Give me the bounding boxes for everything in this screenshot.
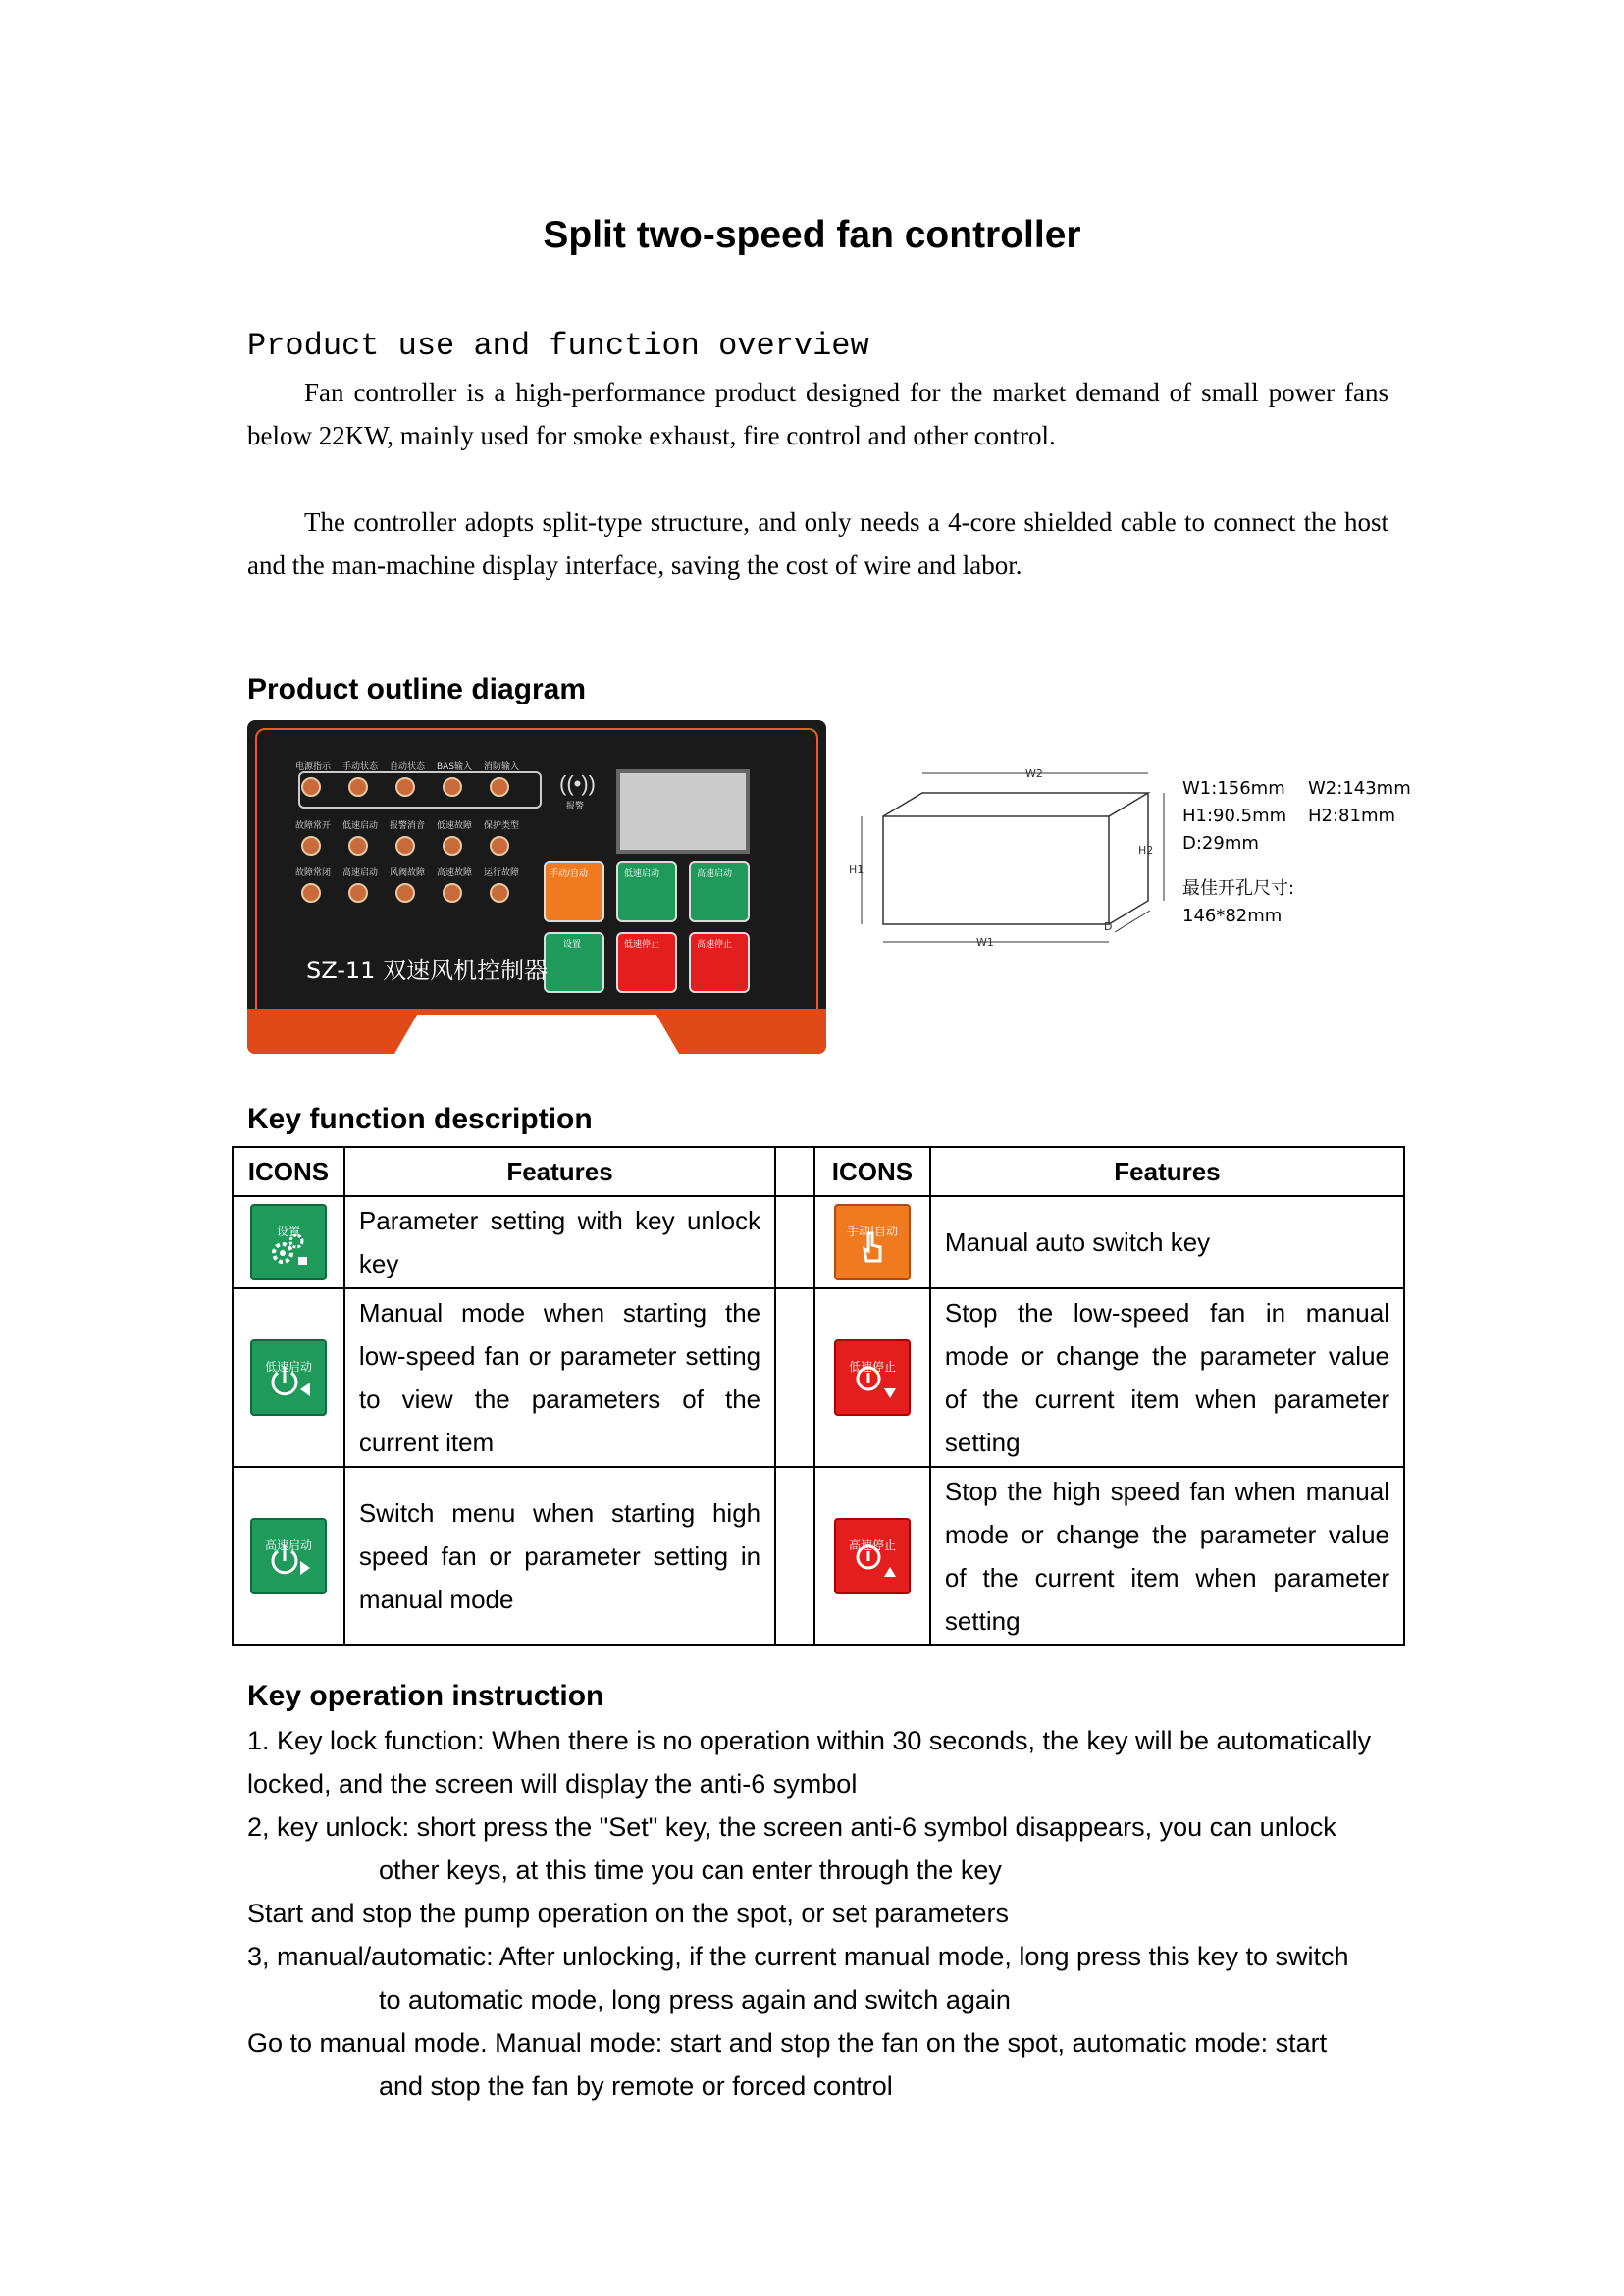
power-right-icon: 高速启动 [250, 1518, 327, 1594]
panel-led [348, 836, 368, 856]
panel-led-label: 高速故障 [437, 868, 473, 878]
col-features-right: Features [930, 1147, 1404, 1196]
hole-size-label: 最佳开孔尺寸: [1182, 878, 1295, 899]
col-icons-left: ICONS [233, 1147, 344, 1196]
panel-led-label: 手动状态 [342, 762, 379, 772]
feature-manual-auto-key: Manual auto switch key [930, 1196, 1404, 1288]
dim-w2: W2:143mm [1308, 778, 1411, 799]
instruction-3a: 3, manual/automatic: After unlocking, if the current manual mode, long press this key to switch [247, 1942, 1349, 1971]
alarm-label: 报警 [566, 802, 585, 811]
stop-down-icon: 低速停止 [834, 1339, 911, 1416]
panel-led [301, 836, 321, 856]
controller-panel-image [247, 720, 826, 1054]
key-operation-heading: Key operation instruction [247, 1680, 604, 1712]
page-title: Split two-speed fan controller [543, 214, 1081, 256]
instruction-list [247, 1719, 1390, 2108]
table-row [233, 1288, 1404, 1467]
panel-led-label: 报警消音 [390, 821, 426, 831]
key-function-heading: Key function description [247, 1103, 593, 1135]
feature-set-key: Parameter setting with key unlock key [344, 1196, 775, 1288]
panel-led-label: 故障常开 [295, 821, 332, 831]
dim-h2: H2:81mm [1308, 806, 1396, 826]
panel-high-start-button: 高速启动 [689, 861, 750, 922]
panel-model-label: SZ-11 双速风机控制器 [306, 957, 549, 984]
panel-led-label: 消防输入 [484, 762, 520, 772]
table-row [233, 1196, 1404, 1288]
dim-h1: H1:90.5mm [1182, 806, 1287, 826]
panel-led [395, 883, 415, 903]
panel-led [443, 777, 462, 797]
panel-led [490, 836, 509, 856]
panel-led [348, 777, 368, 797]
panel-led [395, 836, 415, 856]
panel-led-label: 低速故障 [437, 821, 473, 831]
overview-p2-text: The controller adopts split-type structure, and only needs a 4-core shielded cable to connect the host and the man-machine display interface, saving the cost of wire and labor. [247, 507, 1388, 580]
gear-lock-icon: 设置 [250, 1204, 327, 1280]
instruction-3d: and stop the fan by remote or forced control [379, 2071, 893, 2101]
panel-led-label: 运行故障 [484, 868, 520, 878]
feature-high-start-key: Switch menu when starting high speed fan or parameter setting in manual mode [344, 1467, 775, 1645]
lcd-display [616, 769, 750, 854]
panel-led-label: 风阀故障 [390, 868, 426, 878]
panel-led [301, 883, 321, 903]
feature-low-stop-key: Stop the low-speed fan in manual mode or change the parameter value of the current item when parameter setting [930, 1288, 1404, 1467]
panel-led [443, 836, 462, 856]
feature-high-stop-key: Stop the high speed fan when manual mode or change the parameter value of the current item when parameter setting [930, 1467, 1404, 1645]
panel-led [490, 777, 509, 797]
panel-manual-auto-button: 手动/自动 [544, 861, 604, 922]
spacer-header [775, 1147, 814, 1196]
panel-led [301, 777, 321, 797]
dim-d: D:29mm [1182, 833, 1259, 854]
panel-led-label: 低速启动 [342, 821, 379, 831]
dim-label-h2: H2 [1138, 844, 1154, 857]
hand-icon: 手动|自动 [834, 1204, 911, 1280]
dim-w1: W1:156mm [1182, 778, 1285, 799]
col-icons-right: ICONS [814, 1147, 930, 1196]
panel-led-label: 自动状态 [390, 762, 426, 772]
instruction-1b: locked, and the screen will display the anti-6 symbol [247, 1769, 858, 1799]
dim-label-w2: W2 [1025, 767, 1043, 780]
outline-heading: Product outline diagram [247, 673, 587, 705]
panel-led-label: 高速启动 [342, 868, 379, 878]
table-header-row [233, 1147, 1404, 1196]
alarm-icon: ((•)) [559, 771, 597, 796]
dimensions-block [1182, 775, 1434, 930]
table-row [233, 1467, 1404, 1645]
power-left-icon: 低速启动 [250, 1339, 327, 1416]
dim-label-h1: H1 [849, 863, 864, 876]
panel-low-start-button: 低速启动 [616, 861, 677, 922]
overview-paragraph-1 [247, 371, 1388, 457]
overview-paragraph-2 [247, 500, 1388, 587]
instruction-1a: 1. Key lock function: When there is no operation within 30 seconds, the key will be automatically [247, 1726, 1372, 1755]
panel-led [443, 883, 462, 903]
panel-led-label: 电源指示 [295, 762, 332, 772]
panel-led [348, 883, 368, 903]
feature-low-start-key: Manual mode when starting the low-speed fan or parameter setting to view the parameters of the current item [344, 1288, 775, 1467]
dim-label-w1: W1 [976, 936, 994, 949]
dim-label-d: D [1104, 920, 1113, 933]
panel-set-button: 设置 [544, 932, 604, 993]
key-function-table [232, 1146, 1405, 1646]
overview-heading: Product use and function overview [247, 328, 869, 364]
instruction-2a: 2, key unlock: short press the "Set" key, the screen anti-6 symbol disappears, you can unlock [247, 1812, 1336, 1842]
panel-led [395, 777, 415, 797]
instruction-3c: Go to manual mode. Manual mode: start and stop the fan on the spot, automatic mode: start [247, 2028, 1328, 2058]
overview-p1-text: Fan controller is a high-performance product designed for the market demand of small power fans below 22KW, mainly used for smoke exhaust, fire control and other control. [247, 378, 1388, 450]
panel-led-label: 故障常闭 [295, 868, 332, 878]
outline-drawing [844, 765, 1178, 962]
panel-low-stop-button: 低速停止 [616, 932, 677, 993]
instruction-3b: to automatic mode, long press again and switch again [379, 1985, 1011, 2014]
instruction-2c: Start and stop the pump operation on the spot, or set parameters [247, 1899, 1009, 1928]
panel-led-label: 保护类型 [484, 821, 520, 831]
instruction-2b: other keys, at this time you can enter through the key [379, 1855, 1002, 1885]
hole-size-value: 146*82mm [1182, 906, 1283, 926]
panel-led-label: BAS输入 [437, 762, 473, 772]
panel-led [490, 883, 509, 903]
col-features-left: Features [344, 1147, 775, 1196]
stop-up-icon: 高速停止 [834, 1518, 911, 1594]
panel-high-stop-button: 高速停止 [689, 932, 750, 993]
